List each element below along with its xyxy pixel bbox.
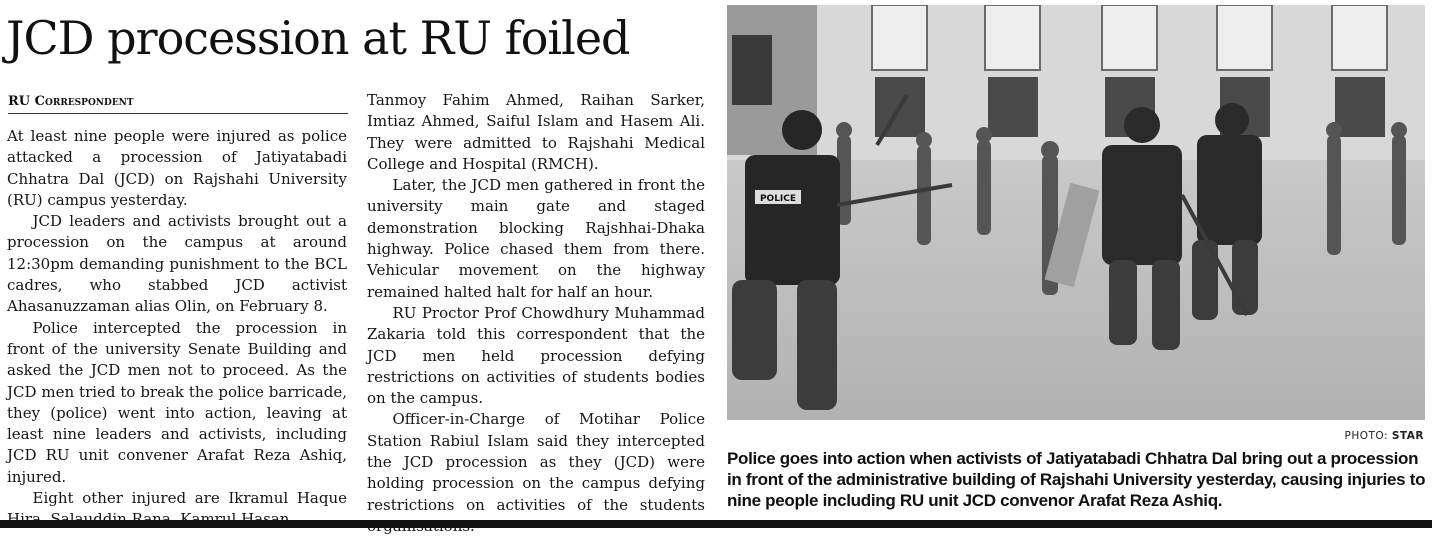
photo-credit-source: STAR (1391, 430, 1424, 442)
paragraph: RU Proctor Prof Chowdhury Muhammad Zakaria told this correspondent that the JCD men held procession defying restrictions on activities of students bodies on the campus. (367, 303, 705, 408)
byline-prefix: RU (8, 94, 31, 109)
paragraph: Tanmoy Fahim Ahmed, Raihan Sarker, Imtiaz Ahmed, Saiful Islam and Hasem Ali. They were admitted to Rajshahi Medical College and Hospital (RMCH). (367, 91, 705, 173)
paragraph: At least nine people were injured as police attacked a procession of Jatiyatabadi Chhatra Dal (JCD) on Rajshahi University (RU) campus yesterday. (7, 127, 347, 209)
building-door (732, 35, 772, 105)
photo-illustration (727, 5, 1425, 420)
headline: JCD procession at RU foiled (6, 11, 630, 65)
news-photo (727, 5, 1425, 420)
vest-label: POLICE (759, 194, 797, 204)
byline-word: Correspondent (34, 94, 134, 109)
bottom-rule (0, 520, 1432, 528)
paragraph: JCD leaders and activists brought out a procession on the campus at around 12:30pm demanding punishment to the BCL cadres, who stabbed JCD activist Ahasanuzzaman alias Olin, on February 8. (7, 212, 347, 316)
paragraph: Police intercepted the procession in front of the university Senate Building and asked the JCD men not to proceed. As the JCD men tried to break the police barricade, they (police) went into action, leaving at least nine leaders and activists, including JCD RU unit convener Arafat Reza Ashiq, injured. (7, 318, 347, 486)
photo-caption: Police goes into action when activists of Jatiyatabadi Chhatra Dal bring out a procession in front of the administrative building of Rajshahi University yesterday, causing injuries to nine people including RU unit JCD convenor Arafat Reza Ashiq. (727, 449, 1426, 510)
byline (8, 92, 348, 114)
photo-credit-label: PHOTO: (1344, 430, 1389, 442)
paragraph: Eight other injured are Ikramul Haque (32, 489, 347, 508)
paragraph: Later, the JCD men gathered in front the university main gate and staged demonstration blocking Rajshhai-Dhaka highway. Police chased them from there. Vehicular movement on the highway remained halted halt for half an hour. (367, 176, 705, 301)
photo-credit (1345, 430, 1425, 442)
paragraph: Officer-in-Charge of Motihar Police Station Rabiul Islam said they intercepted the JCD procession as they (JCD) were holding procession on the campus defying restrictions on activities of the students (367, 410, 705, 514)
article-column-2 (367, 90, 705, 537)
building-wall (727, 5, 1425, 165)
article-column-1 (7, 126, 347, 531)
